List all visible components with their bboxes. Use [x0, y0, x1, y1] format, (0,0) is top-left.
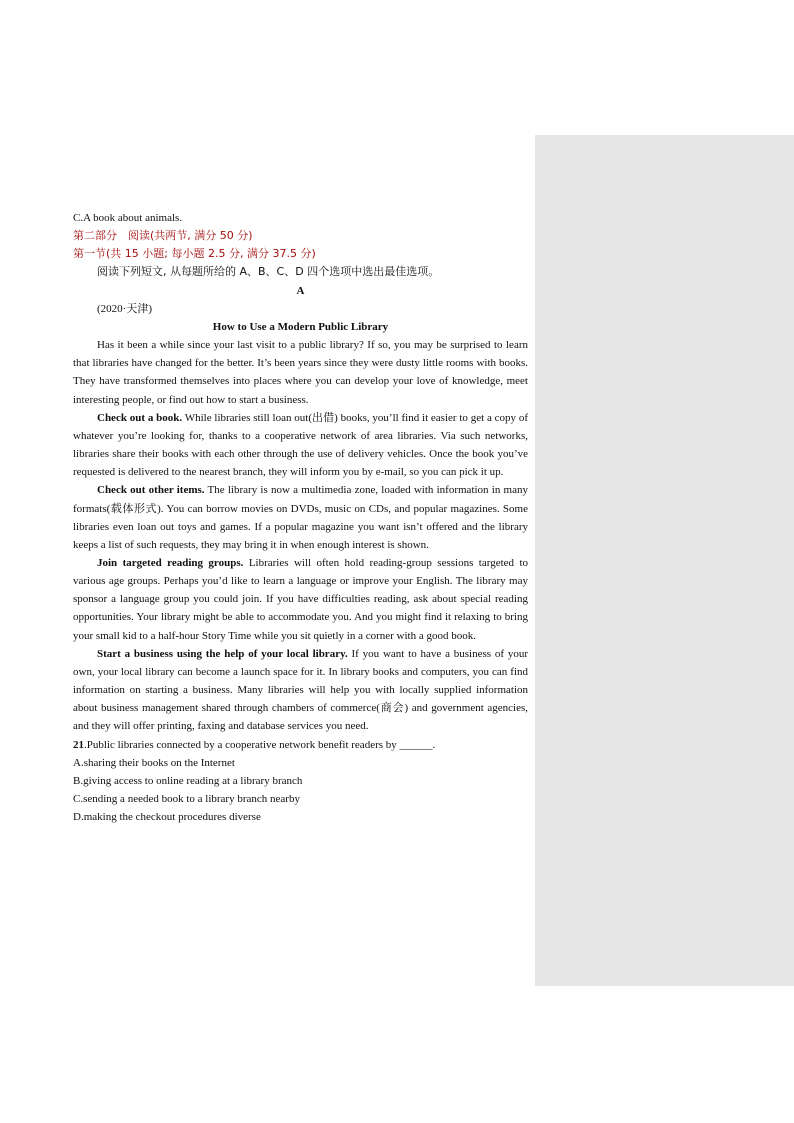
- paragraph-start-business: [73, 645, 528, 736]
- comment-pane: [535, 135, 794, 986]
- paragraph-check-out-items: [73, 481, 528, 554]
- paragraph-lead: Start a business using the help of your local library.: [97, 647, 348, 660]
- paragraph-body: Libraries will often hold reading-group sessions targeted to various age groups. Perhaps you’d like to learn a language or improve your English. The library may sponsor a language group you could join. If you have difficulties reading, ask about special reading opportunities. Your library might be able to accommodate you. And you might find it relaxing to bring your small kid to a half-hour Story Time while you sit quietly in a corner with a good book.: [73, 556, 529, 642]
- paragraph-lead: Check out a book.: [97, 411, 183, 424]
- question-stem: [73, 736, 528, 754]
- part-heading: 第二部分 阅读(共两节, 满分 50 分): [73, 229, 253, 243]
- paragraph-lead: Join targeted reading groups.: [97, 556, 244, 569]
- option-a: A.sharing their books on the Internet: [73, 756, 235, 769]
- paragraph-body: The library is now a multimedia zone, loaded with information in many formats(载体形式). You can borrow movies on DVDs, music on CDs, and popular magazines. Some libraries even loan out toys and games. If a popular magazine you want isn’t offered and the library keeps a list of such requests, they may bring it in when enough interest is shown.: [73, 484, 528, 551]
- question-number: 21: [73, 738, 84, 751]
- paragraph-body: While libraries still loan out(出借) books, you’ll find it easier to get a copy of whatever you’re looking for, thanks to a cooperative network of area libraries. Via such networks, libraries share their books with each other through the use of delivery vehicles. Once the book you’ve requested is delivered to the nearest branch, they will inform you by e-mail, so you can pick it up.: [73, 411, 528, 479]
- paragraph-body: If you want to have a business of your own, your local library can become a launch space for it. In library books and computers, you can find information on starting a business. Many libraries will help you with locally supplied information about business management shared through chambers of commerce(商会) and government agencies, and they will offer printing, faxing and database services you need.: [73, 647, 528, 733]
- paragraph-reading-groups: [73, 554, 528, 645]
- instruction-text: 阅读下列短文, 从每题所给的 A、B、C、D 四个选项中选出最佳选项。: [97, 265, 440, 279]
- option-d: D.making the checkout procedures diverse: [73, 811, 261, 824]
- paragraph-check-out-book: [73, 409, 528, 482]
- previous-option-c: C.A book about animals.: [73, 212, 183, 224]
- paragraph-lead: Check out other items.: [97, 484, 205, 497]
- document-body: [73, 209, 528, 826]
- paragraph-intro: Has it been a while since your last visit to a public library? If so, you may be surprised to learn that libraries have changed for the better. It’s been years since they were dusty little rooms with books. They have transformed themselves into places where you can develop your love of knowledge, meet interesting people, or find out how to start a business.: [73, 339, 528, 406]
- option-b: B.giving access to online reading at a library branch: [73, 774, 303, 787]
- option-c: C.sending a needed book to a library branch nearby: [73, 793, 300, 805]
- source-label: (2020·天津): [97, 302, 152, 315]
- passage-letter: A: [296, 284, 305, 297]
- passage-title: How to Use a Modern Public Library: [212, 320, 389, 333]
- section-heading: 第一节(共 15 小题; 每小题 2.5 分, 满分 37.5 分): [73, 247, 316, 261]
- question-text: .Public libraries connected by a cooperative network benefit readers by ______.: [84, 738, 436, 751]
